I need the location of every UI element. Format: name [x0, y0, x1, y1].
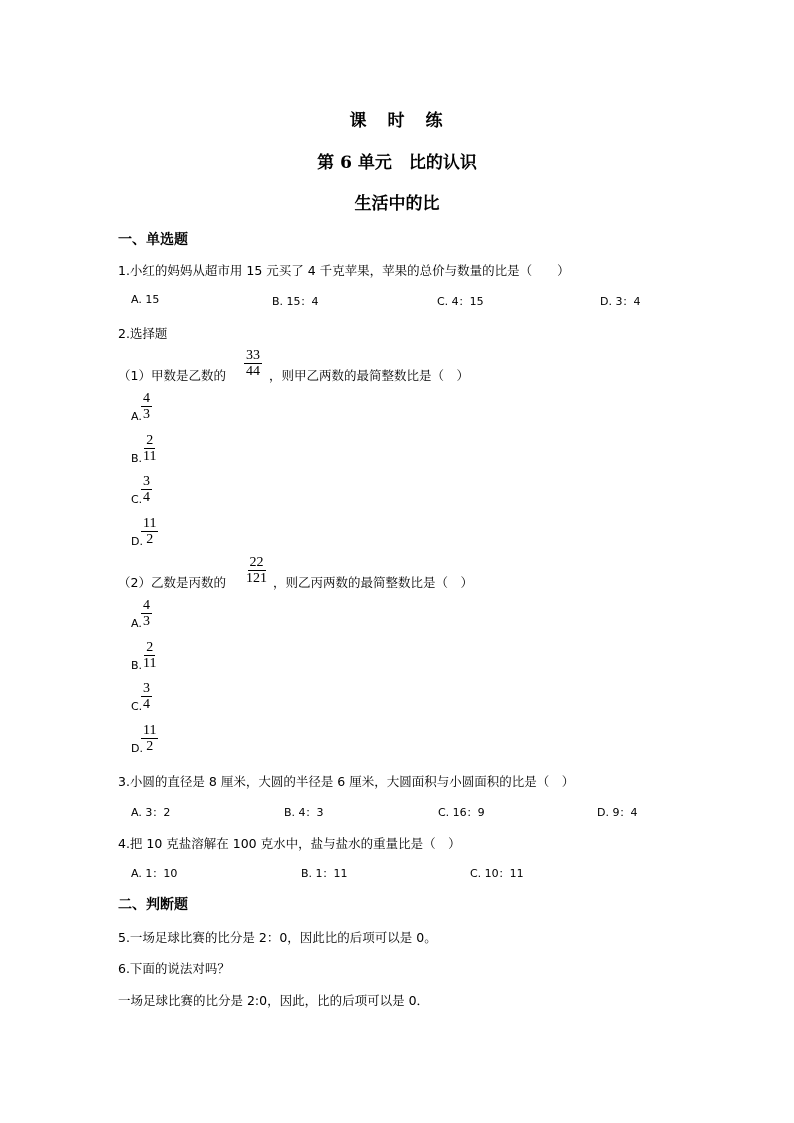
q2-sub2-option-c-label: C.: [131, 700, 143, 713]
q2-sub1-option-b-label: B.: [131, 452, 143, 465]
q2-sub2-option-c-fraction: [141, 681, 152, 712]
fraction-denominator: 2: [146, 739, 154, 754]
q2-sub2-option-a-label: A.: [131, 617, 142, 630]
question-6-statement: 一场足球比赛的比分是 2:0，因此，比的后项可以是 0．: [118, 993, 430, 1008]
question-5-text: 5.一场足球比赛的比分是 2：0，因此比的后项可以是 0。: [118, 930, 437, 945]
q4-option-b: B. 1：11: [301, 867, 348, 880]
q2-sub1-option-d-fraction: [141, 516, 158, 547]
fraction-denominator: 44: [246, 364, 260, 379]
q3-option-d: D. 9：4: [597, 806, 638, 819]
q1-option-c: C. 4：15: [437, 295, 484, 308]
q3-option-b: B. 4：3: [284, 806, 324, 819]
fraction-numerator: 2: [146, 433, 154, 448]
q2-sub2-prefix: （2）乙数是丙数的: [118, 575, 226, 590]
fraction-denominator: 121: [246, 571, 267, 586]
q2-sub1-fraction: [244, 348, 262, 379]
question-6-text: 6.下面的说法对吗？: [118, 961, 230, 976]
fraction-numerator: 3: [143, 681, 150, 696]
q2-sub1-prefix: （1）甲数是乙数的: [118, 368, 226, 383]
q1-option-d: D. 3：4: [600, 295, 641, 308]
fraction-denominator: 3: [143, 614, 150, 629]
q3-option-c: C. 16：9: [438, 806, 485, 819]
fraction-numerator: 33: [246, 348, 260, 363]
q2-sub1-option-b-fraction: [141, 433, 158, 464]
question-4-text: 4.把 10 克盐溶解在 100 克水中，盐与盐水的重量比是（ ）: [118, 836, 461, 851]
fraction-denominator: 4: [143, 490, 150, 505]
q1-option-b: B. 15：4: [272, 295, 319, 308]
fraction-numerator: 2: [146, 640, 154, 655]
fraction-denominator: 3: [143, 407, 150, 422]
q2-sub1-option-c-label: C.: [131, 493, 143, 506]
q1-option-a: A. 15: [131, 293, 160, 306]
fraction-denominator: 2: [146, 532, 154, 547]
fraction-numerator: 11: [143, 516, 157, 531]
q2-sub1-option-d-label: D.: [131, 535, 143, 548]
q2-sub2-option-b-fraction: [141, 640, 158, 671]
fraction-numerator: 4: [143, 391, 150, 406]
page-title: 课 时 练: [349, 111, 445, 131]
fraction-numerator: 11: [143, 723, 157, 738]
q2-sub1-suffix: ，则甲乙两数的最简整数比是（ ）: [269, 368, 470, 383]
question-2-text: 2.选择题: [118, 326, 168, 341]
q2-sub2-suffix: ，则乙丙两数的最简整数比是（ ）: [273, 575, 474, 590]
fraction-denominator: 4: [143, 697, 150, 712]
q2-sub2-option-d-label: D.: [131, 742, 143, 755]
q3-option-a: A. 3：2: [131, 806, 171, 819]
section-heading-single-choice: 一、单选题: [118, 232, 188, 248]
q2-sub2-fraction: [244, 555, 269, 586]
section-heading-true-false: 二、判断题: [118, 897, 188, 913]
q2-sub2-option-a-fraction: [141, 598, 152, 629]
question-3-text: 3.小圆的直径是 8 厘米，大圆的半径是 6 厘米，大圆面积与小圆面积的比是（ ）: [118, 774, 575, 789]
unit-title: 第 6 单元 比的认识: [317, 153, 477, 173]
lesson-title: 生活中的比: [354, 194, 440, 214]
fraction-numerator: 4: [143, 598, 150, 613]
fraction-numerator: 3: [143, 474, 150, 489]
fraction-denominator: 11: [143, 656, 157, 671]
q4-option-c: C. 10：11: [470, 867, 524, 880]
fraction-numerator: 22: [249, 555, 264, 570]
q2-sub1-option-a-label: A.: [131, 410, 142, 423]
q4-option-a: A. 1：10: [131, 867, 178, 880]
fraction-denominator: 11: [143, 449, 157, 464]
q2-sub2-option-b-label: B.: [131, 659, 143, 672]
q2-sub1-option-c-fraction: [141, 474, 152, 505]
q2-sub1-option-a-fraction: [141, 391, 152, 422]
q2-sub2-option-d-fraction: [141, 723, 158, 754]
question-1-text: 1.小红的妈妈从超市用 15 元买了 4 千克苹果，苹果的总价与数量的比是（ ）: [118, 263, 570, 278]
